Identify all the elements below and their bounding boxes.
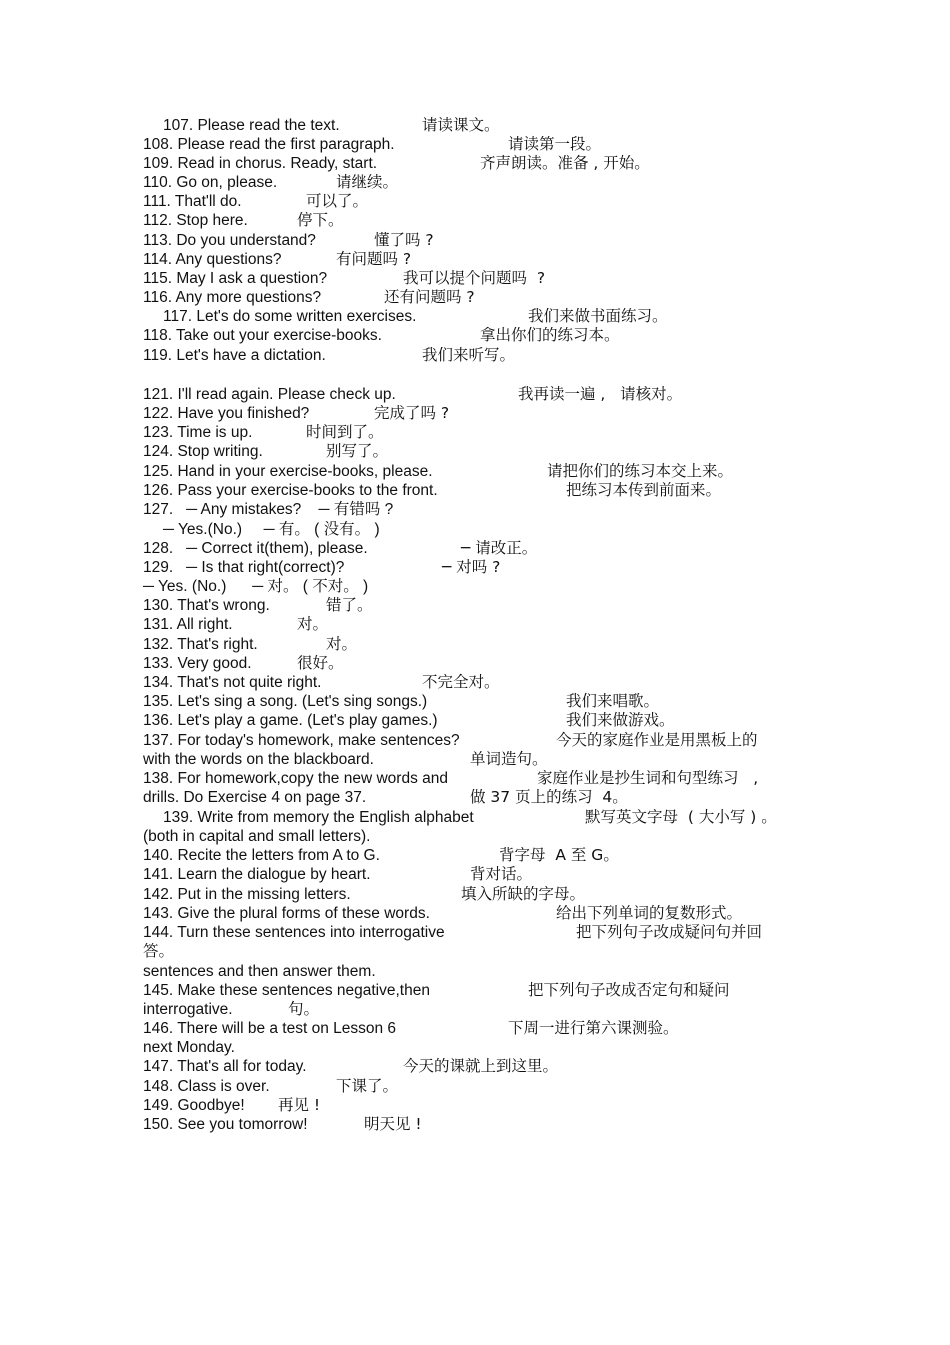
english-phrase: 150. See you tomorrow! [143,1116,308,1133]
english-phrase: 111. That'll do. [143,193,242,210]
chinese-translation: 做 37 页上的练习 4。 [470,788,628,806]
chinese-translation: 请继续。 [336,173,399,191]
chinese-translation: 把下列句子改成疑问句并回 [576,923,763,941]
english-phrase: 132. That's right. [143,636,258,653]
english-phrase: interrogative. [143,1001,233,1018]
chinese-translation: 明天见 ! [364,1115,422,1133]
chinese-translation: 我们来做书面练习。 [528,307,668,325]
english-phrase: 149. Goodbye! [143,1097,245,1114]
english-phrase: 118. Take out your exercise-books. [143,327,382,344]
chinese-translation: 停下。 [297,211,344,229]
chinese-translation: 请读第一段。 [508,135,602,153]
chinese-translation: 给出下列单词的复数形式。 [556,904,743,922]
english-phrase: next Monday. [143,1039,235,1056]
english-phrase: 112. Stop here. [143,212,248,229]
english-phrase: with the words on the blackboard. [143,751,374,768]
english-phrase: 126. Pass your exercise-books to the front. [143,482,438,499]
chinese-translation: 时间到了。 [306,423,384,441]
english-phrase: 138. For homework,copy the new words and [143,770,448,787]
english-phrase: 142. Put in the missing letters. [143,886,351,903]
english-phrase: 129. ─ Is that right(correct)? [143,559,345,576]
chinese-translation: ─ 请改正。 [461,539,538,557]
english-phrase: (both in capital and small letters). [143,828,371,845]
chinese-translation: 很好。 [297,654,344,672]
chinese-translation: 完成了吗 ? [374,404,450,422]
chinese-translation: 家庭作业是抄生词和句型练习 , [537,769,759,787]
english-phrase: 128. ─ Correct it(them), please. [143,540,368,557]
english-phrase: 140. Recite the letters from A to G. [143,847,380,864]
chinese-translation: ─ 对吗 ? [442,558,501,576]
english-phrase: 109. Read in chorus. Ready, start. [143,155,378,172]
english-phrase: 115. May I ask a question? [143,270,328,287]
chinese-translation: 下课了。 [336,1077,399,1095]
english-phrase: 127. ─ Any mistakes? ─ 有错吗 ? [143,501,394,518]
chinese-translation: 今天的家庭作业是用黑板上的 [556,731,758,749]
english-phrase: 134. That's not quite right. [143,674,322,691]
english-phrase: 143. Give the plural forms of these words. [143,905,430,922]
chinese-translation: 齐声朗读。准备 , 开始。 [480,154,650,172]
english-phrase: 113. Do you understand? [143,232,316,249]
chinese-translation: 再见 ! [278,1096,321,1114]
chinese-translation: 把练习本传到前面来。 [566,481,722,499]
chinese-translation: 有问题吗 ? [336,250,412,268]
english-phrase: 110. Go on, please. [143,174,278,191]
chinese-translation: 背字母 A 至 G。 [499,846,619,864]
chinese-translation: 对。 [326,635,358,653]
english-phrase: 124. Stop writing. [143,443,263,460]
english-phrase: 139. Write from memory the English alphabet [163,809,474,826]
chinese-translation: 我们来做游戏。 [566,711,675,729]
chinese-translation: 别写了。 [326,442,389,460]
english-phrase: 130. That's wrong. [143,597,270,614]
english-phrase: 108. Please read the first paragraph. [143,136,395,153]
chinese-translation: 今天的课就上到这里。 [403,1057,559,1075]
english-phrase: 114. Any questions? [143,251,282,268]
english-phrase: 145. Make these sentences negative,then [143,982,430,999]
english-phrase: 144. Turn these sentences into interrogative [143,924,445,941]
english-phrase: drills. Do Exercise 4 on page 37. [143,789,367,806]
english-phrase: 125. Hand in your exercise-books, please. [143,463,433,480]
english-phrase: 141. Learn the dialogue by heart. [143,866,371,883]
english-phrase: 133. Very good. [143,655,252,672]
chinese-translation: 请把你们的练习本交上来。 [547,462,734,480]
chinese-translation: 我再读一遍 , 请核对。 [518,385,683,403]
english-phrase: 146. There will be a test on Lesson 6 [143,1020,397,1037]
chinese-translation: 把下列句子改成否定句和疑问 [528,981,730,999]
english-phrase: 137. For today's homework, make sentences? [143,732,460,749]
english-phrase: 121. I'll read again. Please check up. [143,386,396,403]
chinese-translation: 拿出你们的练习本。 [480,326,620,344]
chinese-translation: 可以了。 [306,192,369,210]
chinese-translation: 我们来听写。 [422,346,516,364]
chinese-translation: 我们来唱歌。 [566,692,660,710]
chinese-translation: 懂了吗 ? [374,231,434,249]
english-phrase: 117. Let's do some written exercises. [163,308,417,325]
english-phrase: 119. Let's have a dictation. [143,347,326,364]
chinese-translation: 我可以提个问题吗 ? [403,269,546,287]
english-phrase: sentences and then answer them. [143,963,376,980]
english-phrase: ─ Yes. (No.) ─ 对。 ( 不对。 ) [143,578,369,595]
english-phrase: 107. Please read the text. [163,117,340,134]
english-phrase: 122. Have you finished? [143,405,310,422]
english-phrase: 答。 [143,943,175,960]
english-phrase: ─ Yes.(No.) ─ 有。 ( 没有。 ) [163,521,380,538]
chinese-translation: 不完全对。 [422,673,500,691]
chinese-translation: 背对话。 [470,865,533,883]
chinese-translation: 错了。 [326,596,373,614]
chinese-translation: 对。 [297,615,329,633]
english-phrase: 135. Let's sing a song. (Let's sing songs.) [143,693,428,710]
chinese-translation: 请读课文。 [422,116,500,134]
chinese-translation: 句。 [288,1000,320,1018]
english-phrase: 148. Class is over. [143,1078,270,1095]
english-phrase: 147. That's all for today. [143,1058,307,1075]
chinese-translation: 填入所缺的字母。 [461,885,586,903]
english-phrase: 116. Any more questions? [143,289,322,306]
chinese-translation: 还有问题吗 ? [384,288,475,306]
english-phrase: 131. All right. [143,616,233,633]
chinese-translation: 默写英文字母 ( 大小写 ) 。 [585,808,777,826]
english-phrase: 123. Time is up. [143,424,253,441]
chinese-translation: 单词造句。 [470,750,548,768]
english-phrase: 136. Let's play a game. (Let's play games.) [143,712,438,729]
chinese-translation: 下周一进行第六课测验。 [508,1019,679,1037]
